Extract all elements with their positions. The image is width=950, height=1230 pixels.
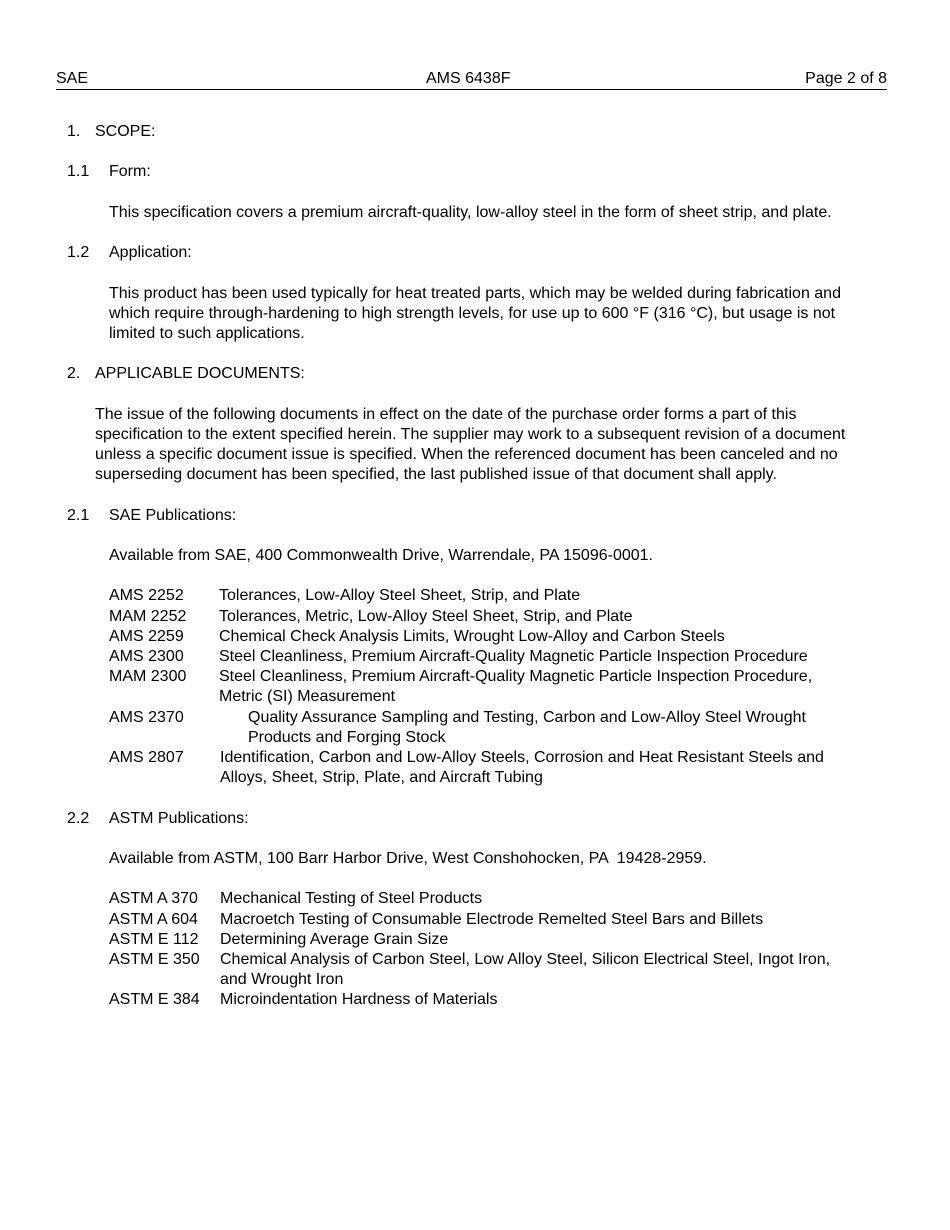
- section-heading: [0, 162, 950, 182]
- reference-code: AMS 2300: [109, 648, 184, 666]
- availability-text: Available from SAE, 400 Commonwealth Drive, Warrendale, PA 15096-0001.: [109, 547, 653, 565]
- reference-row: [0, 910, 950, 930]
- reference-row: [0, 990, 950, 1010]
- reference-title: Macroetch Testing of Consumable Electrode Remelted Steel Bars and Billets: [220, 910, 764, 928]
- reference-row: [0, 889, 950, 909]
- reference-row: [0, 647, 950, 667]
- section-title: APPLICABLE DOCUMENTS:: [95, 365, 305, 383]
- header-page-number: Page 2 of 8: [805, 70, 887, 87]
- reference-title: Chemical Check Analysis Limits, Wrought Low-Alloy and Carbon Steels: [219, 627, 725, 645]
- section-number: 1.: [67, 123, 81, 140]
- reference-row: [0, 748, 950, 788]
- section-paragraph: This specification covers a premium aircraft-quality, low-alloy steel in the form of sheet strip, and plate.: [109, 203, 832, 221]
- reference-code: AMS 2259: [109, 627, 184, 645]
- reference-title: Quality Assurance Sampling and Testing, Carbon and Low-Alloy Steel Wrought Products and Forging Stock: [248, 708, 806, 746]
- header-document-number: AMS 6438F: [426, 70, 511, 87]
- document-body: [0, 122, 950, 1011]
- section-heading: [0, 364, 950, 384]
- reference-title: Identification, Carbon and Low-Alloy Steels, Corrosion and Heat Resistant Steels and Alloys, Sheet, Strip, Plate, and Aircraft Tubing: [220, 749, 824, 787]
- reference-row: [0, 586, 950, 606]
- reference-row: [0, 607, 950, 627]
- reference-title: Mechanical Testing of Steel Products: [220, 890, 483, 908]
- reference-row: [0, 708, 950, 748]
- reference-title: Chemical Analysis of Carbon Steel, Low Alloy Steel, Silicon Electrical Steel, Ingot Iron, and Wrought Iron: [220, 951, 831, 989]
- reference-row: [0, 930, 950, 950]
- reference-code: ASTM A 370: [109, 890, 198, 908]
- section-title: Application:: [109, 244, 192, 262]
- reference-code: ASTM A 604: [109, 910, 198, 928]
- section-number: 2.2: [67, 809, 90, 827]
- reference-title: Tolerances, Metric, Low-Alloy Steel Sheet, Strip, and Plate: [219, 607, 633, 625]
- section-heading: [0, 122, 950, 142]
- section-paragraph: This product has been used typically for heat treated parts, which may be welded during fabrication and which require through-hardening to high strength levels, for use up to 600 °F (316 °C), but usage is not limited to such applications.: [109, 284, 841, 342]
- section-paragraph: The issue of the following documents in effect on the date of the purchase order forms a part of this specification to the extent specified herein. The supplier may work to a subsequent revision of a document unless a specific document issue is specified. When the referenced document has been canceled and no superseding document has been specified, the last published issue of that document shall apply.: [95, 405, 846, 484]
- availability-line: [0, 546, 950, 566]
- page-header: [56, 69, 887, 90]
- availability-text: Available from ASTM, 100 Barr Harbor Drive, West Conshohocken, PA 19428-2959.: [109, 850, 707, 868]
- reference-row: [0, 667, 950, 707]
- section-title: ASTM Publications:: [109, 809, 249, 827]
- section-heading: [0, 243, 950, 263]
- reference-title: Determining Average Grain Size: [220, 930, 449, 948]
- reference-code: MAM 2252: [109, 607, 187, 625]
- reference-code: AMS 2252: [109, 587, 184, 605]
- reference-code: AMS 2370: [109, 708, 184, 726]
- section-heading: [0, 506, 950, 526]
- reference-code: ASTM E 350: [109, 951, 200, 969]
- reference-code: AMS 2807: [109, 749, 184, 767]
- section-title: SCOPE:: [95, 123, 156, 140]
- reference-title: Microindentation Hardness of Materials: [220, 991, 498, 1009]
- reference-row: [0, 950, 950, 990]
- reference-code: ASTM E 384: [109, 991, 200, 1009]
- header-organization: SAE: [56, 70, 89, 87]
- reference-title: Steel Cleanliness, Premium Aircraft-Quality Magnetic Particle Inspection Procedure, Metric (SI) Measurement: [219, 668, 813, 706]
- section-heading: [0, 809, 950, 829]
- section-title: SAE Publications:: [109, 506, 237, 524]
- reference-title: Tolerances, Low-Alloy Steel Sheet, Strip, and Plate: [219, 587, 581, 605]
- reference-title: Steel Cleanliness, Premium Aircraft-Quality Magnetic Particle Inspection Procedure: [219, 648, 808, 666]
- section-number: 2.: [67, 365, 81, 383]
- section-number: 1.1: [67, 163, 90, 181]
- section-title: Form:: [109, 163, 151, 181]
- section-number: 2.1: [67, 506, 90, 524]
- reference-code: ASTM E 112: [109, 930, 199, 948]
- section-number: 1.2: [67, 244, 90, 262]
- reference-row: [0, 627, 950, 647]
- availability-line: [0, 849, 950, 869]
- reference-code: MAM 2300: [109, 668, 187, 686]
